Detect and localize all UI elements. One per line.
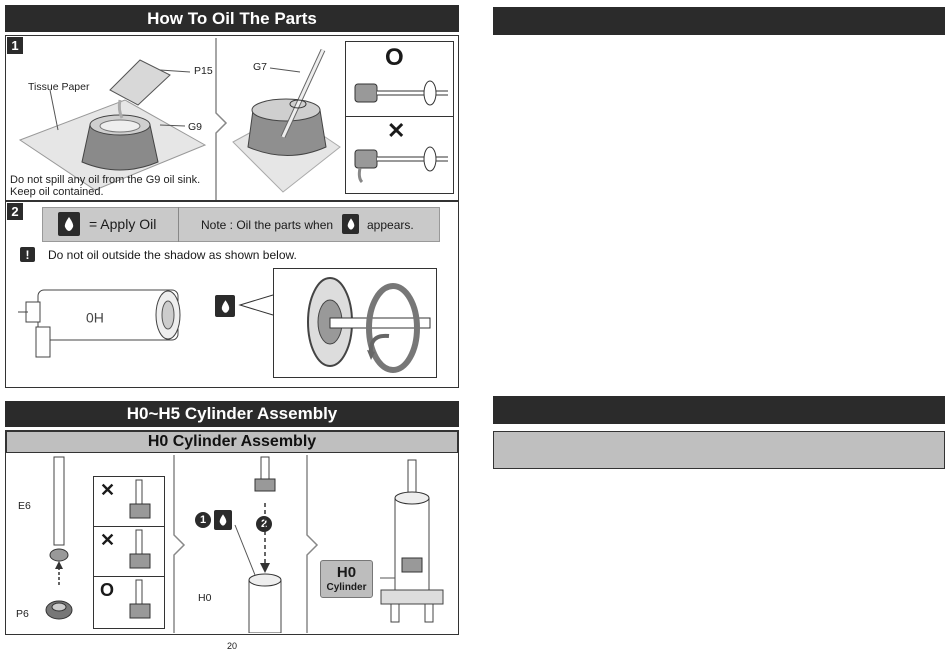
rotation-arrow-icon <box>365 330 395 360</box>
page-number: 20 <box>227 641 238 651</box>
h0-insertion-illustration <box>225 455 295 633</box>
zoom-detail-illustration <box>275 270 435 376</box>
legend-divider <box>178 207 179 242</box>
apply-oil-label: = Apply Oil <box>89 216 157 232</box>
h0-cylinder-badge <box>320 560 373 598</box>
correct-oil-illustration <box>350 76 450 111</box>
caution-line-2: Keep oil contained. <box>10 186 104 198</box>
dip-stick-illustration <box>228 42 343 197</box>
cylinder-mark: H0 <box>86 310 104 326</box>
chevron-separator-icon <box>305 455 319 633</box>
step-circle-1: 1 <box>195 512 211 528</box>
right-subheader <box>493 431 945 469</box>
cylinder-subtitle: H0 Cylinder Assembly <box>147 433 317 450</box>
oil-drop-icon <box>342 214 359 234</box>
comparison-divider <box>345 116 454 117</box>
g7-label: G7 <box>253 61 268 73</box>
chevron-separator-icon <box>214 38 228 200</box>
cylinder-subheader <box>6 431 458 453</box>
step-1-number: 1 <box>11 38 19 53</box>
cylinder-section-title: H0~H5 Cylinder Assembly <box>126 404 338 423</box>
e6-label: E6 <box>18 500 31 512</box>
seal-wrong-mark-2: ✕ <box>100 530 116 550</box>
tissue-paper-label: Tissue Paper <box>28 81 90 93</box>
h0-assembled-illustration <box>375 458 450 628</box>
seal-wrong-mark-1: ✕ <box>100 480 116 500</box>
caution-line-1: Do not spill any oil from the G9 oil sink. <box>10 174 201 186</box>
step-circle-2: 2 <box>256 516 272 532</box>
p15-label: P15 <box>194 65 213 77</box>
correct-mark: O <box>385 44 404 71</box>
chevron-separator-icon <box>172 455 186 633</box>
e6-rod-illustration <box>40 455 80 630</box>
note-suffix: appears. <box>367 218 414 232</box>
right-header-top <box>493 7 945 35</box>
wrong-mark: ✕ <box>387 118 406 143</box>
oil-section-title: How To Oil The Parts <box>147 8 317 28</box>
step-divider <box>5 200 459 202</box>
badge-line-2: Cylinder <box>326 582 367 593</box>
zoom-callout-pointer <box>235 290 275 320</box>
cylinder-section-header <box>5 401 459 427</box>
p6-label: P6 <box>16 608 29 620</box>
step-2-number: 2 <box>11 204 19 219</box>
h0-label: H0 <box>198 592 212 604</box>
oil-section-header <box>5 5 459 32</box>
oil-drop-icon <box>58 212 80 236</box>
seal-variants-illustration <box>122 478 162 628</box>
wrong-oil-illustration <box>350 146 450 186</box>
warning-text: Do not oil outside the shadow as shown below. <box>48 248 297 262</box>
note-prefix: Note : Oil the parts when <box>201 218 334 232</box>
g9-label: G9 <box>188 121 203 133</box>
step-2-badge <box>7 203 23 220</box>
right-header-bottom <box>493 396 945 424</box>
oil-drop-icon <box>215 295 235 317</box>
warning-icon: ! <box>20 247 35 262</box>
badge-line-1: H0 <box>336 564 357 581</box>
seal-correct-mark: O <box>100 580 115 600</box>
